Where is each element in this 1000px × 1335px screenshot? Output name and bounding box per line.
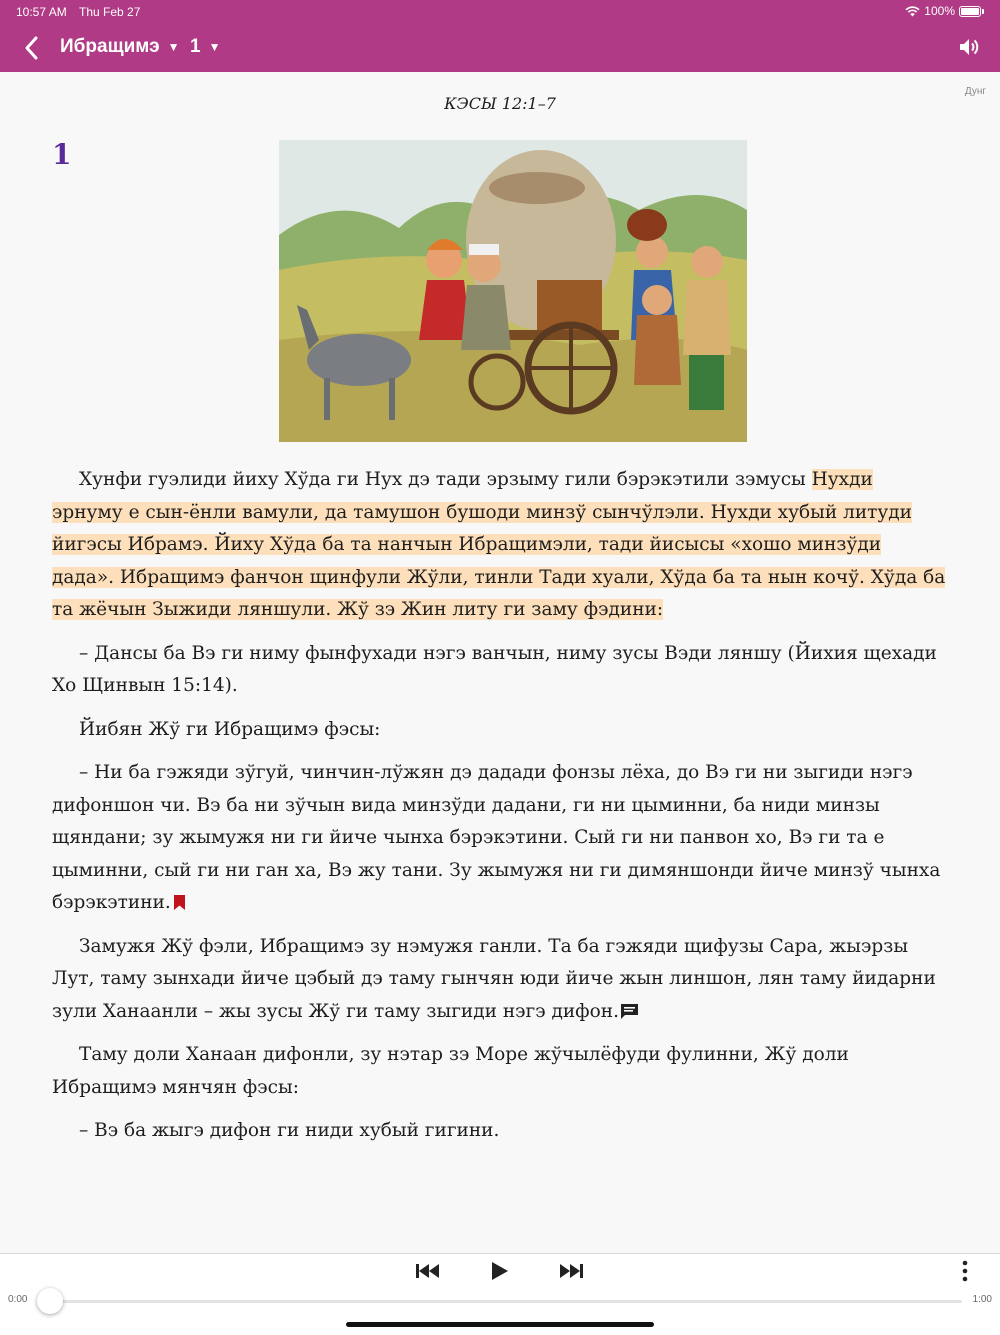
status-time: 10:57 AM <box>16 5 67 19</box>
chapter-number: 1 <box>52 138 72 171</box>
home-indicator <box>346 1322 654 1327</box>
paragraph[interactable]: Таму доли Ханаан дифонли, зу нэтар зэ Море жўчылёфуди фулинни, Жў доли Ибращимэ мянчян фэсы: <box>52 1044 849 1098</box>
verse-text: Хунфи гуэлиди йиху Хўда ги Нух дэ тади эрзыму гили бэрэкэтили зэмусы <box>79 469 812 490</box>
status-bar <box>0 0 1000 24</box>
section-reference: КЭСЫ 12:1–7 <box>444 94 556 113</box>
paragraph[interactable] <box>52 464 948 627</box>
paragraph[interactable] <box>52 931 948 1029</box>
book-title: Ибращимэ <box>60 36 160 57</box>
navigation-bar <box>0 24 1000 72</box>
scripture-text[interactable] <box>52 464 948 1159</box>
elapsed-time: 0:00 <box>8 1294 28 1305</box>
play-icon[interactable] <box>489 1261 509 1281</box>
battery-icon <box>959 6 981 17</box>
chapter-selector[interactable] <box>190 36 220 58</box>
skip-next-icon[interactable] <box>559 1263 583 1279</box>
status-right <box>905 4 984 18</box>
bookmark-icon[interactable] <box>174 895 185 910</box>
book-dropdown-icon: ▼ <box>167 40 180 54</box>
book-selector[interactable] <box>60 36 179 58</box>
wifi-icon <box>905 6 920 17</box>
paragraph[interactable]: Йибян Жў ги Ибращимэ фэсы: <box>79 718 381 740</box>
app-header <box>0 0 1000 72</box>
more-vertical-icon[interactable] <box>960 1260 970 1282</box>
note-icon[interactable] <box>621 1004 638 1019</box>
chapter-dropdown-icon: ▼ <box>208 40 221 54</box>
family-cart-illustration <box>279 140 747 442</box>
paragraph[interactable]: – Вэ ба жыгэ дифон ги ниди хубый гигини. <box>79 1120 500 1141</box>
chapter-label: 1 <box>190 36 201 57</box>
audio-player <box>0 1253 1000 1335</box>
highlighted-verse-text[interactable]: Нухди эрнуму е сын-ёнли вамули, да тамушон бушоди минзў сынчўлэли. Нухди хубый литуди йигэсы Ибрамэ. Йиху Хўда ба та нанчын Ибращимэли, тади йисысы «хошо минзўди дада». Ибращимэ фанчон щинфули Жўли, тинли Тади хуали, Хўда ба та нын кочў. Хўда ба та жёчын Зыжиди ляншули. Жў зэ Жин литу ги заму фэдини: <box>52 469 946 620</box>
verse-text: – Ни ба гэжяди зўгуй, чинчин-лўжян дэ дадади фонзы лёха, до Вэ ги ни зыгиди нэгэ дифоншон чи. Вэ ба ни зўчын вида минзўди дадани, ги ни цыминни, ба ниди минзы щяндани; зу жымужя ни ги йиче чынха бэрэкэтини. Сый ги ни панвон хо, Вэ ги та е цыминни, сый ги ни ган ха, Вэ жу тани. Зу жымужя ни ги димяншонди йиче минзў чынха бэрэкэтини. <box>52 762 941 913</box>
progress-slider-thumb[interactable] <box>37 1288 63 1314</box>
back-chevron-icon[interactable] <box>20 34 44 62</box>
progress-track[interactable] <box>44 1300 962 1303</box>
total-time: 1:00 <box>972 1294 992 1305</box>
speaker-icon[interactable] <box>958 36 980 58</box>
reading-pane[interactable] <box>0 72 1000 1252</box>
status-date: Thu Feb 27 <box>79 5 141 19</box>
paragraph[interactable]: – Дансы ба Вэ ги ниму фынфухади нэгэ ванчын, ниму зусы Вэди ляншу (Йихия щехади Хо Щинвын 15:14). <box>52 642 937 696</box>
skip-previous-icon[interactable] <box>416 1263 440 1279</box>
battery-percent: 100% <box>924 4 955 18</box>
paragraph[interactable] <box>52 757 948 920</box>
verse-text: Замужя Жў фэли, Ибращимэ зу нэмужя ганли. Та ба гэжяди щифузы Сара, жыэрзы Лут, таму зынхади йиче цэбый дэ таму гынчян юди йиче жын линшон, лян таму йидарни зули Ханаанли – жы зусы Жў ги таму зыгиди нэгэ дифон. <box>52 935 936 1022</box>
version-label: Дунг <box>964 86 986 97</box>
